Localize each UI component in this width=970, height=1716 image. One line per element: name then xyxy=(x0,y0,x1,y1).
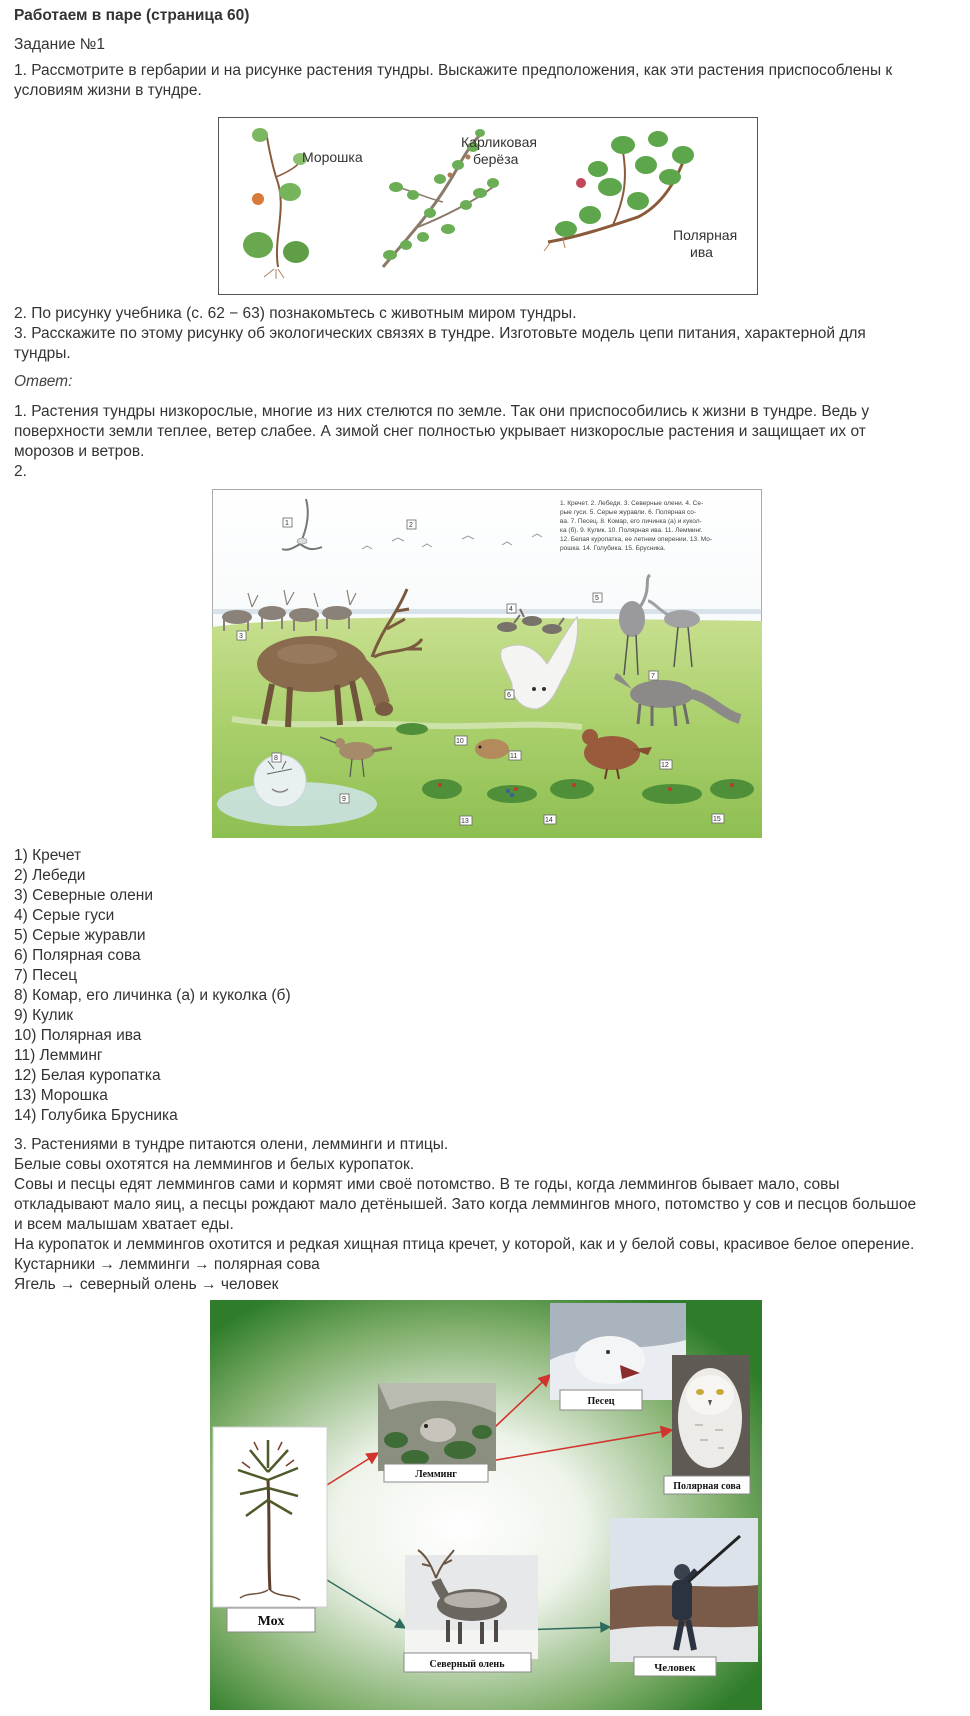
marker-1: 1 xyxy=(285,520,289,527)
dwarf-birch-label-2: берёза xyxy=(473,151,519,167)
lemming-caption: Лемминг xyxy=(415,1469,457,1480)
marker-7: 7 xyxy=(651,673,655,680)
marker-8: 8 xyxy=(274,755,278,762)
lemming-drawing xyxy=(475,739,509,759)
question-3-line-2: тундры. xyxy=(14,345,71,362)
list-item: 12) Белая куропатка xyxy=(14,1067,161,1084)
marker-3: 3 xyxy=(239,633,243,640)
mosquito-inset-drawing xyxy=(254,755,306,807)
list-item: 14) Голубика Брусника xyxy=(14,1107,178,1124)
answer-2-number: 2. xyxy=(14,463,27,480)
food-chain-2: Ягель → северный олень → человек xyxy=(14,1276,279,1293)
list-item: 6) Полярная сова xyxy=(14,947,141,964)
food-chain-1: Кустарники → лемминги → полярная сова xyxy=(14,1256,320,1273)
task-title: Задание №1 xyxy=(14,36,106,53)
list-item: 11) Лемминг xyxy=(14,1047,103,1064)
cloudberry-label: Морошка xyxy=(302,149,363,165)
marker-9: 9 xyxy=(342,796,346,803)
answer-1-line-2: поверхности земли теплее, ветер слабее. А зимой снег полностью укрывает низкорослые растения и защищает их от xyxy=(14,423,866,440)
answer-label: Ответ: xyxy=(14,373,73,390)
question-1-line-2: условиям жизни в тундре. xyxy=(14,82,202,99)
list-item: 4) Серые гуси xyxy=(14,907,115,924)
answer-3-line: Белые совы охотятся на леммингов и белых куропаток. xyxy=(14,1156,415,1173)
question-2: 2. По рисунку учебника (с. 62 − 63) познакомьтесь с животным миром тундры. xyxy=(14,305,577,322)
list-item: 8) Комар, его личинка (а) и куколка (б) xyxy=(14,987,291,1004)
marker-12: 12 xyxy=(661,762,669,769)
marker-14: 14 xyxy=(545,817,553,824)
moss-caption: Мох xyxy=(257,1614,285,1629)
marker-13: 13 xyxy=(461,818,469,825)
moss-card xyxy=(213,1427,327,1632)
list-item: 10) Полярная ива xyxy=(14,1027,142,1044)
marker-2: 2 xyxy=(409,522,413,529)
snowy-owl-caption: Полярная сова xyxy=(673,1481,741,1492)
lemming-card xyxy=(378,1383,496,1482)
polar-willow-label-2: ива xyxy=(690,244,713,260)
answer-3-line: и всем малышам хватает еды. xyxy=(14,1216,234,1233)
marker-6: 6 xyxy=(507,692,511,699)
list-item: 7) Песец xyxy=(14,967,78,984)
legend-line-4: ка (б). 9. Кулик. 10. Полярная ива. 11. Лемминг. xyxy=(560,527,703,534)
question-1-line-1: 1. Рассмотрите в гербарии и на рисунке растения тундры. Выскажите предположения, как эти растения приспособлены к xyxy=(14,62,893,79)
list-item: 1) Кречет xyxy=(14,847,82,864)
question-3-line-1: 3. Расскажите по этому рисунку об экологических связях в тундре. Изготовьте модель цепи питания, характерной для xyxy=(14,325,866,342)
arctic-fox-card xyxy=(550,1303,686,1410)
answer-3-line: откладывают мало яиц, а песцы рождают мало детёнышей. Зато когда леммингов много, потомство у сов и песцов большое xyxy=(14,1196,917,1213)
list-item: 5) Серые журавли xyxy=(14,927,146,944)
marker-11: 11 xyxy=(510,753,518,760)
legend-line-1: 1. Кречет. 2. Лебеди. 3. Северные олени. 4. Се- xyxy=(560,500,704,507)
polar-willow-label-1: Полярная xyxy=(673,227,738,243)
list-item: 2) Лебеди xyxy=(14,867,86,884)
answer-3-line: 3. Растениями в тундре питаются олени, лемминги и птицы. xyxy=(14,1136,449,1153)
answer-3-line: Совы и песцы едят леммингов сами и кормят ими своё потомство. В те годы, когда леммингов бывает мало, совы xyxy=(14,1176,840,1193)
snowy-owl-card xyxy=(664,1355,750,1494)
legend-line-2: рые гуси. 5. Серые журавли. 6. Полярная со- xyxy=(560,509,697,516)
reindeer-card xyxy=(404,1550,538,1672)
arctic-fox-caption: Песец xyxy=(587,1396,615,1407)
tundra-animals-figure xyxy=(212,489,762,838)
reindeer-caption: Северный олень xyxy=(429,1659,505,1670)
list-item: 9) Кулик xyxy=(14,1007,74,1024)
legend-line-5: 12. Белая куропатка, ее летнем оперении. 13. Мо- xyxy=(560,536,712,543)
marker-10: 10 xyxy=(456,738,464,745)
marker-15: 15 xyxy=(713,816,721,823)
dwarf-birch-label-1: Карликовая xyxy=(461,134,537,150)
list-item: 3) Северные олени xyxy=(14,887,153,904)
list-item: 13) Морошка xyxy=(14,1087,108,1104)
legend-line-6: рошка. 14. Голубика. 15. Брусника. xyxy=(560,545,666,552)
answer-1-line-1: 1. Растения тундры низкорослые, многие из них стелются по земле. Так они приспособились к жизни в тундре. Ведь у xyxy=(14,403,870,420)
answer-3-line: На куропаток и леммингов охотится и редкая хищная птица кречет, у которой, как и у белой совы, красивое белое оперение. xyxy=(14,1236,915,1253)
food-chain-figure xyxy=(210,1300,762,1710)
tundra-plants-figure xyxy=(218,117,758,295)
legend-line-3: ва. 7. Песец. 8. Комар, его личинка (а) и кукол- xyxy=(560,518,702,525)
marker-5: 5 xyxy=(595,595,599,602)
human-caption: Человек xyxy=(654,1662,696,1674)
human-card xyxy=(610,1518,758,1676)
marker-4: 4 xyxy=(509,606,513,613)
answer-1-line-3: морозов и ветров. xyxy=(14,443,145,460)
page-heading: Работаем в паре (страница 60) xyxy=(14,7,250,24)
